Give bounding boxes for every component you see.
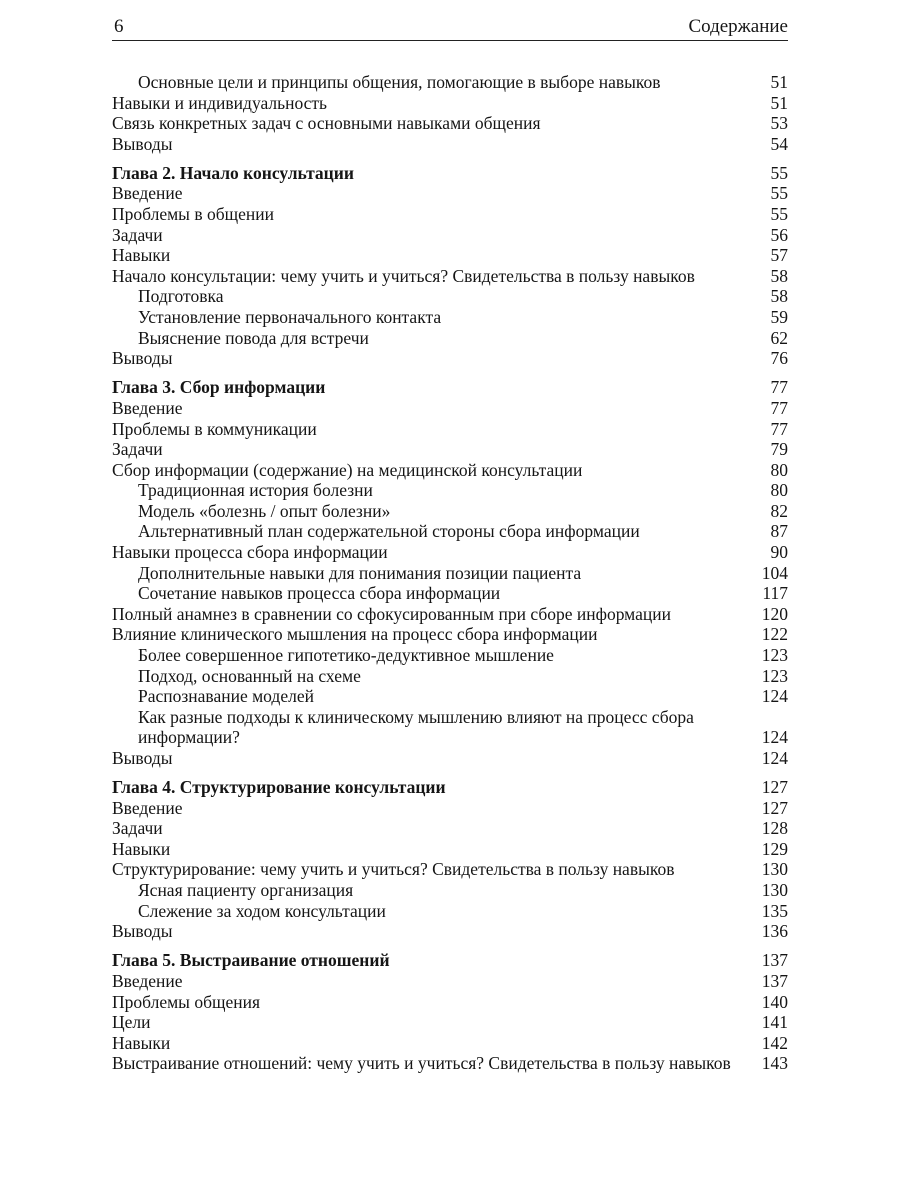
toc-entry-title: Навыки — [112, 1032, 171, 1053]
toc-entry-page: 77 — [770, 397, 788, 418]
toc-entry-page: 80 — [770, 480, 788, 501]
toc-chapter-entry — [112, 377, 788, 398]
toc-entry-page: 130 — [761, 859, 788, 880]
toc-entry-title: Более совершенное гипотетико-дедуктивное мышление — [138, 645, 554, 666]
toc-entry-title: Традиционная история болезни — [138, 480, 373, 501]
toc-entry-page: 55 — [770, 162, 788, 183]
toc-entry-page: 141 — [761, 1012, 788, 1033]
toc-entry-page: 122 — [761, 624, 788, 645]
toc-entry-page: 56 — [770, 224, 788, 245]
toc-entry — [112, 501, 788, 522]
toc-entry-title: Полный анамнез в сравнении со сфокусированным при сборе информации — [112, 603, 671, 624]
toc-entry-page: 55 — [770, 183, 788, 204]
toc-entry — [112, 604, 788, 625]
toc-chapter-entry — [112, 950, 788, 971]
toc-entry — [112, 901, 788, 922]
toc-entry-title: Глава 2. Начало консультации — [112, 162, 354, 183]
toc-entry-title: Выводы — [112, 348, 173, 369]
toc-entry-title: Начало консультации: чему учить и учиться? Свидетельства в пользу навыков — [112, 265, 695, 286]
toc-entry-title: Выяснение повода для встречи — [138, 327, 369, 348]
toc-entry — [112, 563, 788, 584]
toc-entry — [112, 992, 788, 1013]
toc-entry — [112, 624, 788, 645]
toc-entry — [112, 1053, 788, 1074]
toc-entry-title: Как разные подходы к клиническому мышлению влияют на процесс сбора информации? — [138, 706, 694, 748]
toc-entry-page: 90 — [770, 542, 788, 563]
toc-entry-title: Основные цели и принципы общения, помогающие в выборе навыков — [138, 72, 661, 92]
toc-chapter-entry — [112, 163, 788, 184]
toc-entry-title: Подход, основанный на схеме — [138, 665, 361, 686]
toc-entry — [112, 859, 788, 880]
toc-entry — [112, 113, 788, 134]
toc-entry-title: Альтернативный план содержательной стороны сбора информации — [138, 521, 640, 542]
toc-entry-page: 128 — [761, 818, 788, 839]
toc-entry-title: Глава 5. Выстраивание отношений — [112, 950, 390, 971]
toc-entry-page: 140 — [761, 991, 788, 1012]
toc-entry — [112, 542, 788, 563]
toc-entry-page: 58 — [770, 286, 788, 307]
toc-entry-page: 53 — [770, 113, 788, 134]
toc-entry — [112, 666, 788, 687]
toc-entry-title: Связь конкретных задач с основными навыками общения — [112, 113, 541, 134]
toc-entry — [112, 328, 788, 349]
toc-entry — [112, 134, 788, 155]
toc-entry-title: Задачи — [112, 439, 163, 460]
toc-entry-page: 124 — [761, 727, 788, 748]
toc-entry-page: 62 — [770, 327, 788, 348]
toc-entry — [112, 645, 788, 666]
running-title: Содержание — [688, 16, 788, 37]
toc-entry-title: Задачи — [112, 818, 163, 839]
toc-entry-page: 117 — [762, 583, 788, 604]
toc-entry — [112, 583, 788, 604]
toc-entry-page: 130 — [761, 880, 788, 901]
toc-entry-title: Введение — [112, 397, 183, 418]
toc-entry — [112, 204, 788, 225]
toc-entry-page: 104 — [761, 562, 788, 583]
toc-entry — [112, 921, 788, 942]
toc-entry-title: Подготовка — [138, 286, 224, 307]
toc-entry-page: 51 — [770, 72, 788, 92]
toc-entry-title: Глава 3. Сбор информации — [112, 377, 326, 398]
toc-entry-title: Сбор информации (содержание) на медицинской консультации — [112, 459, 583, 480]
toc-entry — [112, 798, 788, 819]
toc-entry-page: 58 — [770, 265, 788, 286]
toc-entry-title: Проблемы общения — [112, 991, 260, 1012]
toc-entry-page: 87 — [770, 521, 788, 542]
toc-entry — [112, 439, 788, 460]
toc-entry — [112, 398, 788, 419]
toc-entry-page: 143 — [761, 1053, 788, 1074]
toc-entry-page: 127 — [761, 777, 788, 798]
toc-entry — [112, 1033, 788, 1054]
running-header — [112, 14, 788, 41]
toc-entry — [112, 93, 788, 114]
toc-entry-page: 129 — [761, 838, 788, 859]
toc-entry-title: Дополнительные навыки для понимания позиции пациента — [138, 562, 582, 583]
toc-entry-page: 82 — [770, 500, 788, 521]
toc-entry-title: Модель «болезнь / опыт болезни» — [138, 500, 391, 521]
toc-entry-title: Введение — [112, 970, 183, 991]
toc-entry-title: Навыки и индивидуальность — [112, 92, 328, 113]
toc-entry — [112, 880, 788, 901]
toc-entry — [112, 707, 788, 748]
toc-entry-title: Выводы — [112, 748, 173, 768]
toc-entry-title: Распознавание моделей — [138, 686, 314, 707]
toc-entry — [112, 460, 788, 481]
toc-entry-page: 55 — [770, 204, 788, 225]
toc-entry-page: 76 — [770, 348, 788, 369]
toc-entry-page: 77 — [770, 418, 788, 439]
toc-entry — [112, 348, 788, 369]
toc-entry-title: Ясная пациенту организация — [138, 880, 354, 901]
toc-entry-page: 123 — [761, 645, 788, 666]
page-number: 6 — [114, 16, 124, 37]
toc-entry-page: 124 — [761, 748, 788, 768]
toc-entry-title: Введение — [112, 797, 183, 818]
toc-entry — [112, 1012, 788, 1033]
toc-entry-page: 79 — [770, 439, 788, 460]
toc-entry-title: Навыки — [112, 838, 171, 859]
toc-entry-title: Задачи — [112, 224, 163, 245]
toc-entry-page: 127 — [761, 797, 788, 818]
toc-entry-page: 137 — [761, 970, 788, 991]
toc-entry — [112, 266, 788, 287]
toc-entry — [112, 307, 788, 328]
toc-entry-title: Цели — [112, 1012, 151, 1033]
toc-entry — [112, 72, 788, 93]
toc-entry-title: Навыки — [112, 245, 171, 266]
toc-entry-title: Выводы — [112, 921, 173, 942]
toc-entry-page: 120 — [761, 603, 788, 624]
toc-entry-title: Слежение за ходом консультации — [138, 900, 386, 921]
table-of-contents — [112, 72, 788, 1074]
toc-entry-title: Выводы — [112, 133, 173, 154]
toc-entry-page: 135 — [761, 900, 788, 921]
toc-entry-title: Влияние клинического мышления на процесс сбора информации — [112, 624, 598, 645]
toc-entry — [112, 225, 788, 246]
toc-entry-title: Введение — [112, 183, 183, 204]
toc-entry-page: 77 — [770, 377, 788, 398]
toc-entry-title: Проблемы в коммуникации — [112, 418, 317, 439]
toc-entry — [112, 480, 788, 501]
toc-entry-title: Навыки процесса сбора информации — [112, 542, 388, 563]
toc-entry-page: 123 — [761, 665, 788, 686]
toc-entry-page: 59 — [770, 307, 788, 328]
toc-entry — [112, 245, 788, 266]
toc-entry — [112, 286, 788, 307]
toc-entry-page: 136 — [761, 921, 788, 942]
toc-entry — [112, 971, 788, 992]
toc-entry-page: 51 — [770, 92, 788, 113]
toc-entry — [112, 839, 788, 860]
toc-entry-page: 80 — [770, 459, 788, 480]
toc-entry-page: 142 — [761, 1032, 788, 1053]
toc-entry — [112, 183, 788, 204]
toc-entry-title: Установление первоначального контакта — [138, 307, 442, 328]
toc-entry — [112, 686, 788, 707]
toc-entry-title: Структурирование: чему учить и учиться? Свидетельства в пользу навыков — [112, 859, 675, 880]
toc-entry-page: 124 — [761, 686, 788, 707]
toc-entry — [112, 419, 788, 440]
toc-entry-title: Выстраивание отношений: чему учить и учиться? Свидетельства в пользу навыков — [112, 1053, 731, 1074]
toc-entry — [112, 818, 788, 839]
toc-chapter-entry — [112, 777, 788, 798]
toc-entry-title: Сочетание навыков процесса сбора информации — [138, 583, 501, 604]
toc-entry — [112, 748, 788, 769]
toc-entry-page: 57 — [770, 245, 788, 266]
toc-entry-title: Глава 4. Структурирование консультации — [112, 777, 446, 798]
toc-entry — [112, 521, 788, 542]
toc-entry-title: Проблемы в общении — [112, 204, 274, 225]
toc-entry-page: 137 — [761, 950, 788, 971]
toc-entry-page: 54 — [770, 133, 788, 154]
